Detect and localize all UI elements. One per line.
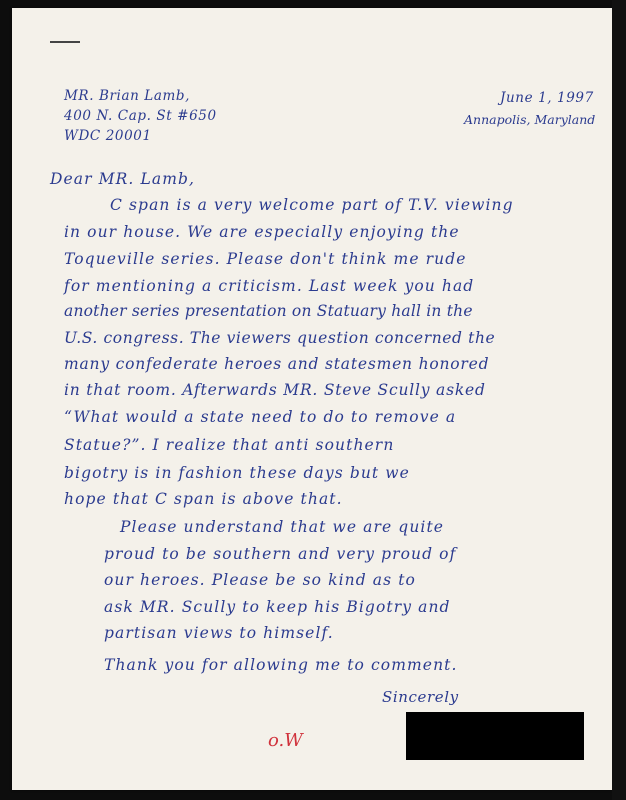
body-line: many confederate heroes and statesmen honored — [64, 355, 490, 373]
salutation: Dear MR. Lamb, — [50, 170, 196, 188]
letter-page — [12, 8, 612, 790]
recipient-name: MR. Brian Lamb, — [64, 88, 191, 104]
body-line: Statue?”. I realize that anti southern — [64, 436, 395, 454]
recipient-street: 400 N. Cap. St #650 — [64, 108, 217, 124]
pen-mark — [50, 41, 80, 43]
body-line: our heroes. Please be so kind as to — [104, 571, 416, 589]
body-line: “What would a state need to do to remove a — [64, 408, 457, 426]
body-line: another series presentation on Statuary hall in the — [64, 302, 473, 320]
body-line: Thank you for allowing me to comment. — [104, 656, 458, 674]
red-initials: o.W — [268, 730, 303, 751]
body-line: in our house. We are especially enjoying the — [64, 223, 460, 241]
body-line: partisan views to himself. — [104, 624, 334, 642]
body-line: Toqueville series. Please don't think me rude — [64, 250, 467, 268]
body-line: in that room. Afterwards MR. Steve Scully asked — [64, 381, 486, 399]
redaction-box — [406, 712, 584, 760]
closing: Sincerely — [382, 688, 459, 706]
body-line: for mentioning a criticism. Last week you had — [64, 277, 475, 295]
body-line: ask MR. Scully to keep his Bigotry and — [104, 598, 451, 616]
scan-border — [612, 0, 626, 800]
body-line: Please understand that we are quite — [120, 518, 445, 536]
body-line: hope that C span is above that. — [64, 490, 343, 508]
letter-date: June 1, 1997 — [500, 90, 594, 106]
body-line: proud to be southern and very proud of — [104, 545, 457, 563]
body-line: bigotry is in fashion these days but we — [64, 464, 410, 482]
letter-place: Annapolis, Maryland — [464, 112, 596, 127]
body-line: C span is a very welcome part of T.V. viewing — [110, 196, 514, 214]
body-line: U.S. congress. The viewers question concerned the — [64, 329, 496, 347]
recipient-city: WDC 20001 — [64, 128, 152, 144]
